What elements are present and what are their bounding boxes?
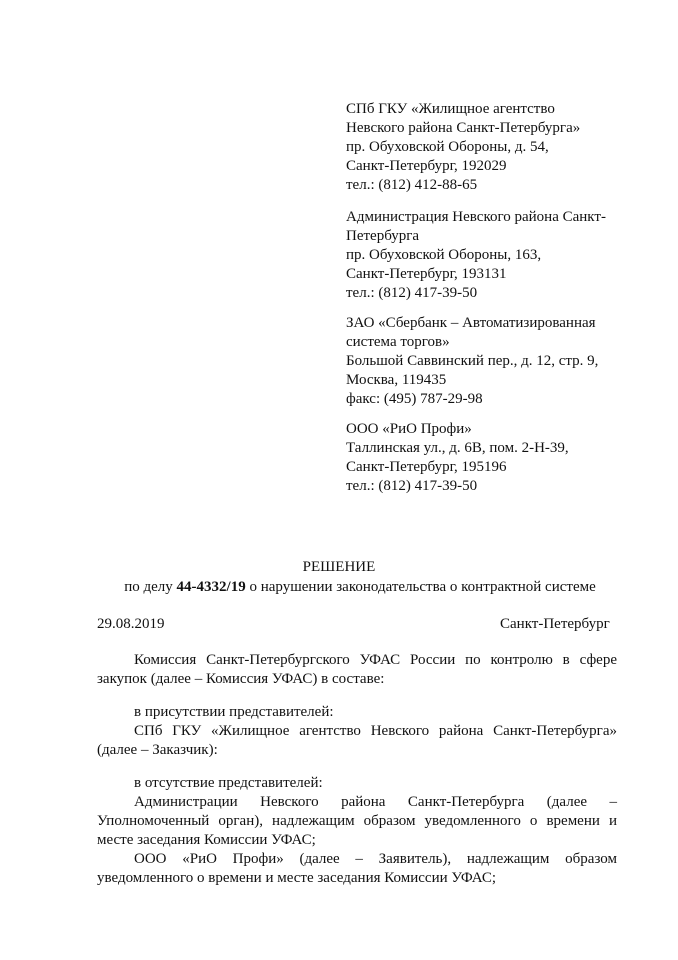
address-line: Санкт-Петербург, 192029 (346, 158, 507, 174)
absent-section (97, 774, 617, 888)
address-line: тел.: (812) 412-88-65 (346, 177, 478, 193)
decision-city: Санкт-Петербург (500, 616, 610, 632)
address-line: тел.: (812) 417-39-50 (346, 478, 478, 494)
subtitle-suffix: о нарушении законодательства о контрактной системе (249, 579, 596, 595)
address-line: Администрация Невского района Санкт- (346, 209, 606, 225)
subtitle-prefix: по делу (124, 579, 173, 595)
addressee-housing-agency (346, 100, 646, 195)
address-line: ЗАО «Сбербанк – Автоматизированная (346, 315, 596, 331)
addressee-administration (346, 208, 646, 303)
addressee-sberbank-ast (346, 314, 646, 409)
address-line: пр. Обуховской Обороны, 163, (346, 247, 542, 263)
address-line: Таллинская ул., д. 6В, пом. 2-Н-39, (346, 440, 569, 456)
addressee-rio-profi (346, 420, 646, 496)
absent-applicant: ООО «РиО Профи» (далее – Заявитель), надлежащим образом уведомленного о времени и месте заседания Комиссии УФАС; (97, 851, 617, 886)
present-section (97, 703, 617, 760)
document-title: РЕШЕНИЕ (302, 559, 376, 575)
address-line: СПб ГКУ «Жилищное агентство (346, 101, 555, 117)
absent-heading: в отсутствие представителей: (134, 775, 323, 791)
commission-paragraph (97, 651, 617, 689)
address-line: пр. Обуховской Обороны, д. 54, (346, 139, 549, 155)
present-customer: СПб ГКУ «Жилищное агентство Невского района Санкт-Петербурга» (далее – Заказчик): (97, 723, 617, 758)
address-line: Санкт-Петербург, 195196 (346, 459, 507, 475)
address-line: факс: (495) 787-29-98 (346, 391, 483, 407)
document-subtitle (60, 578, 660, 597)
decision-date: 29.08.2019 (97, 616, 165, 632)
address-line: ООО «РиО Профи» (346, 421, 472, 437)
address-line: Санкт-Петербург, 193131 (346, 266, 507, 282)
address-line: Петербурга (346, 228, 420, 244)
paragraph-text: Комиссия Санкт-Петербургского УФАС России по контролю в сфере закупок (далее – Комиссия УФАС) в составе: (97, 652, 617, 687)
address-line: тел.: (812) 417-39-50 (346, 285, 478, 301)
case-number: 44-4332/19 (176, 579, 246, 595)
present-heading: в присутствии представителей: (134, 704, 334, 720)
absent-authority: Администрации Невского района Санкт-Петербурга (далее – Уполномоченный орган), надлежащим образом уведомленного о времени и месте заседания Комиссии УФАС; (97, 794, 617, 848)
address-line: Большой Саввинский пер., д. 12, стр. 9, (346, 353, 599, 369)
address-line: Москва, 119435 (346, 372, 447, 388)
address-line: система торгов» (346, 334, 450, 350)
address-line: Невского района Санкт-Петербурга» (346, 120, 581, 136)
